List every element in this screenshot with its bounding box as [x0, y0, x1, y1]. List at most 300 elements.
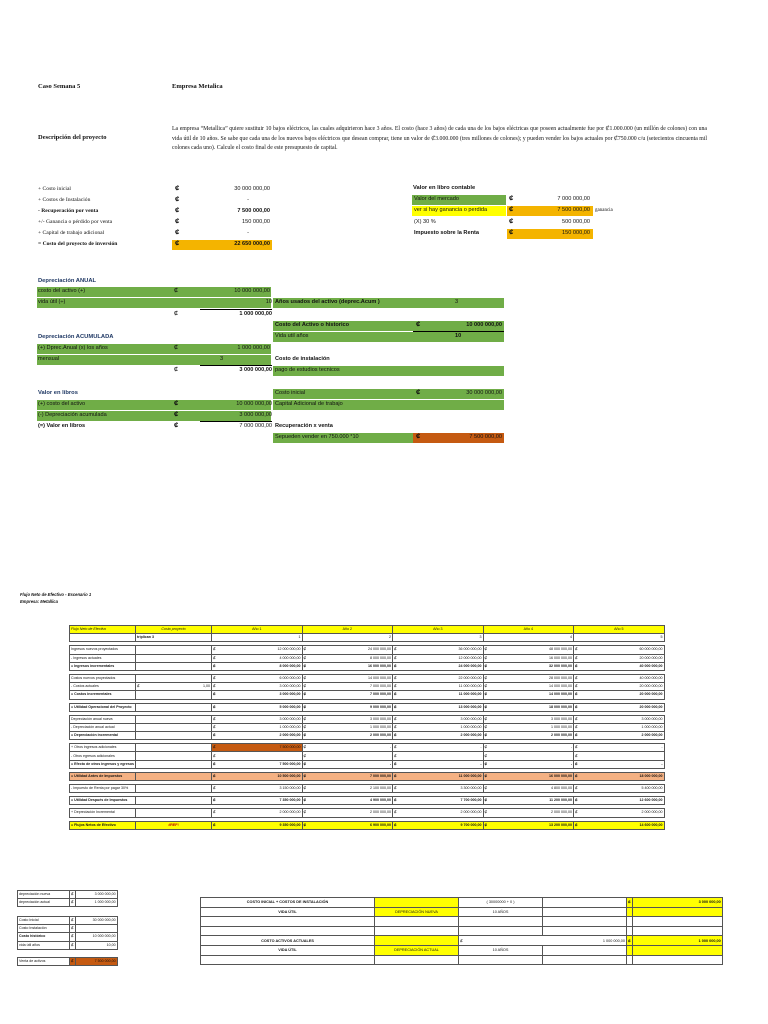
flow-cost-cell: [136, 785, 212, 793]
flow-value: 40 000 000,00: [580, 674, 664, 682]
currency-symbol: ₡: [212, 809, 219, 817]
dep-annual-rule: [200, 309, 272, 310]
currency-symbol: ₡: [483, 752, 490, 760]
currency-symbol: ₡: [212, 760, 219, 768]
formula-row: [201, 936, 723, 946]
flow-row: [70, 821, 665, 829]
flow-row-label: = Flujos Netos de Efectivo: [70, 821, 136, 829]
formula-row: [201, 898, 723, 908]
years-used-value: 3: [455, 299, 459, 305]
historic-cost-cur: ₡: [416, 322, 421, 328]
historic-cost-value: 10 000 000,00: [466, 322, 502, 328]
currency-symbol: ₡: [460, 938, 463, 943]
currency-symbol: ₡: [574, 772, 581, 780]
currency-symbol: ₡: [302, 752, 309, 760]
flow-row: [70, 654, 665, 662]
flow-value: -: [580, 760, 664, 768]
currency-symbol: ₡: [175, 186, 180, 192]
formula-cell: [543, 917, 627, 927]
currency-symbol: ₡: [574, 703, 581, 711]
flow-value: 2 000 000,00: [490, 732, 574, 740]
formula-cell: [632, 907, 722, 917]
flow-value: 20 000 000,00: [580, 703, 664, 711]
flow-value: 11 200 000,00: [490, 797, 574, 805]
flow-value: 9 350 000,00: [218, 821, 302, 829]
years-used-label: Años usados del activo (deprec.Acum ): [275, 299, 380, 305]
cost-value: 7 500 000,00: [237, 208, 270, 214]
currency-symbol: ₡: [509, 219, 514, 225]
flow-year-number: 1: [212, 634, 303, 642]
currency-symbol: ₡: [212, 772, 219, 780]
formula-cell: [632, 926, 722, 936]
currency-symbol: ₡: [393, 662, 400, 670]
currency-symbol: ₡: [212, 821, 219, 829]
formula-cell: [375, 898, 459, 908]
flow-value: 2 000 000,00: [309, 809, 393, 817]
flow-row-label: Costos nuevos proyectados: [70, 674, 136, 682]
flow-value: 4 900 000,00: [309, 797, 393, 805]
summary-value: [75, 925, 117, 933]
cost-value: 150 000,00: [242, 219, 270, 225]
currency-symbol: ₡: [302, 674, 309, 682]
flow-value: 2 000 000,00: [218, 732, 302, 740]
dep-acc-cur1: ₡: [174, 345, 179, 351]
flow-value: 16 000 000,00: [490, 772, 574, 780]
dep-acc-rule: [200, 365, 272, 366]
currency-symbol: ₡: [509, 196, 514, 202]
book-row-value: 7 000 000,00: [557, 196, 590, 202]
flow-value: 1 000 000,00: [490, 723, 574, 731]
flow-cost-cell: [136, 674, 212, 682]
book-value-label: (-) Depreciación acumulada: [38, 412, 107, 418]
flow-value: 7 000 000,00: [309, 772, 393, 780]
currency-symbol: ₡: [483, 662, 490, 670]
dep-annual-title: Depreciación ANUAL: [38, 278, 97, 284]
currency-symbol: ₡: [302, 683, 309, 691]
currency-symbol: ₡: [393, 691, 400, 699]
currency-symbol: ₡: [483, 821, 490, 829]
flow-value: 13 000 000,00: [399, 703, 483, 711]
flow-row-label: = Efecto de otros ingresos y egresos: [70, 760, 136, 768]
currency-symbol: ₡: [212, 683, 219, 691]
cost-label: + Capital de trabajo adicional: [38, 230, 105, 236]
flow-row: [70, 809, 665, 817]
formula-cell: [375, 936, 459, 946]
currency-symbol: ₡: [393, 797, 400, 805]
flow-row: [70, 703, 665, 711]
flow-cost-cell: [136, 744, 212, 752]
currency-symbol: ₡: [302, 809, 309, 817]
formula-cell: [375, 926, 459, 936]
currency-symbol: ₡: [302, 772, 309, 780]
flow-value: 14 000 000,00: [490, 691, 574, 699]
summary-row: [18, 933, 118, 941]
flow-cost-cell: [136, 809, 212, 817]
flow-value: 8 000 000,00: [309, 654, 393, 662]
flow-value: 18 000 000,00: [490, 703, 574, 711]
currency-symbol: ₡: [175, 208, 180, 214]
flow-value: 5 000 000,00: [218, 703, 302, 711]
formula-cell: ₡: [627, 936, 633, 946]
book-value-label: (=) Valor en libros: [38, 423, 86, 429]
currency-symbol: ₡: [483, 732, 490, 740]
flow-value: 3 000 000,00: [218, 691, 302, 699]
flow-value: 24 000 000,00: [399, 662, 483, 670]
formula-cell: [459, 917, 543, 927]
flow-value: 4 000 000,00: [218, 654, 302, 662]
cost-label: +/- Ganancia o pérdido por venta: [38, 219, 113, 225]
flow-value: 20 000 000,00: [580, 691, 664, 699]
formula-numerator: COSTO INICIAL + COSTOS DE INSTALACIÓN: [201, 898, 375, 908]
formula-cell: [543, 945, 627, 955]
flow-row-label: + Otros ingresos adicionales: [70, 744, 136, 752]
useful-life-value: 10: [455, 333, 462, 339]
flow-value: 7 700 000,00: [399, 797, 483, 805]
dep-annual-label2: vida útil (÷): [38, 299, 66, 305]
currency-symbol: ₡: [574, 674, 581, 682]
flow-row: [70, 715, 665, 723]
tech-studies-label: pago de estudios tecnicos: [275, 367, 340, 373]
flow-value: 20 000 000,00: [580, 654, 664, 662]
flow-year-header: Año 2: [302, 626, 393, 634]
flow-year-number: 4: [483, 634, 574, 642]
flow-company: Empresa: Metallica: [20, 599, 58, 604]
new-depreciation-label: DEPRECIACIÓN NUEVA: [375, 907, 459, 917]
flow-value: 2 100 000,00: [309, 785, 393, 793]
flow-row-label: - Impuesto de Renta por pagar 30%: [70, 785, 136, 793]
dep-annual-cur3: ₡: [174, 311, 179, 317]
flow-value: [580, 752, 664, 760]
flow-cost-cell: [136, 760, 212, 768]
cost-value: 30 000 000,00: [234, 186, 270, 192]
book-right-label: Recuperación x venta: [275, 423, 333, 429]
case-title: Caso Semana 5: [38, 83, 81, 90]
summary-value: 30 000 000,00: [75, 917, 117, 925]
currency-symbol: ₡: [393, 646, 400, 654]
flow-value: 18 000 000,00: [580, 772, 664, 780]
currency-symbol: ₡: [302, 821, 309, 829]
currency-symbol: ₡: [212, 752, 219, 760]
currency-symbol: ₡: [393, 723, 400, 731]
currency-symbol: ₡: [416, 390, 421, 396]
formula-cell: [459, 955, 543, 965]
currency-symbol: ₡: [393, 715, 400, 723]
currency-symbol: ₡: [393, 785, 400, 793]
flow-value: 3 000 000,00: [490, 715, 574, 723]
current-depreciation-label: DEPRECIACIÓN ACTUAL: [375, 945, 459, 955]
summary-row: [18, 941, 118, 949]
currency-symbol: ₡: [175, 197, 180, 203]
flow-value: 14 000 000,00: [309, 674, 393, 682]
currency-symbol: ₡: [483, 715, 490, 723]
currency-symbol: ₡: [393, 809, 400, 817]
flow-header-row: [70, 626, 665, 634]
currency-symbol: ₡: [393, 683, 400, 691]
currency-symbol: ₡: [574, 691, 581, 699]
summary-label: depreciación actual: [18, 899, 70, 907]
currency-symbol: ₡: [509, 207, 514, 213]
currency-symbol: ₡: [416, 434, 421, 440]
currency-symbol: ₡: [212, 662, 219, 670]
currency-symbol: ₡: [70, 941, 76, 949]
flow-value: 12 000 000,00: [399, 654, 483, 662]
summary-row: [18, 917, 118, 925]
flow-value: -: [490, 760, 574, 768]
flow-row: [70, 772, 665, 780]
summary-label: depreciación nueva: [18, 891, 70, 899]
formula-cell: [375, 955, 459, 965]
currency-symbol: ₡: [574, 646, 581, 654]
flow-value: 2 000 000,00: [309, 732, 393, 740]
currency-symbol: ₡: [574, 785, 581, 793]
flow-value: [490, 752, 574, 760]
flow-value: -: [490, 744, 574, 752]
cell: [70, 634, 136, 642]
currency-symbol: ₡: [574, 715, 581, 723]
currency-symbol: ₡: [70, 925, 76, 933]
flow-subheader-row: [70, 634, 665, 642]
currency-symbol: ₡: [175, 219, 180, 225]
summary-value: 7 500 000,00: [75, 958, 117, 966]
currency-symbol: ₡: [212, 732, 219, 740]
formula-row: [201, 945, 723, 955]
flow-value: 60 000 000,00: [580, 646, 664, 654]
currency-symbol: ₡: [483, 809, 490, 817]
flow-value: 2 000 000,00: [580, 732, 664, 740]
book-right-label: Capital Adicional de trabajo: [275, 401, 343, 407]
cash-flow-table: [69, 625, 665, 830]
installation-cost-label: Costo de instalación: [275, 356, 330, 362]
flow-row-label: = Ingresos incrementales: [70, 662, 136, 670]
book-value-rule: [200, 421, 272, 422]
book-right-label: Sepueden vender en 750.000 *10: [275, 434, 359, 440]
currency-symbol: ₡: [574, 821, 581, 829]
formula-numerator: COSTO ACTIVOS ACTUALES: [201, 936, 375, 946]
flow-row: [70, 683, 665, 691]
currency-symbol: ₡: [509, 230, 514, 236]
summary-row: [18, 891, 118, 899]
flow-row: [70, 674, 665, 682]
flow-value: 3 300 000,00: [399, 785, 483, 793]
flow-value: 1 000 000,00: [218, 723, 302, 731]
summary-value: 1 000 000,00: [75, 899, 117, 907]
currency-symbol: ₡: [212, 691, 219, 699]
flow-row: [70, 691, 665, 699]
currency-symbol: ₡: [302, 797, 309, 805]
flow-value: 11 000 000,00: [399, 683, 483, 691]
currency-symbol: ₡: [70, 933, 76, 941]
dep-annual-value2: 10: [265, 299, 272, 305]
formula-cell: [543, 907, 627, 917]
flow-value: 32 000 000,00: [490, 662, 574, 670]
formula-cell: [201, 955, 375, 965]
flow-cost-cell: [136, 662, 212, 670]
flow-value: 7 000 000,00: [309, 691, 393, 699]
formula-cell: [459, 926, 543, 936]
book-right-value: 7 500 000,00: [469, 434, 502, 440]
flow-value: -: [309, 760, 393, 768]
flow-row-label: - Ingresos actuales: [70, 654, 136, 662]
book-row-note: ganancia: [595, 208, 613, 213]
book-row-label: Valor del mercado: [414, 196, 459, 202]
flow-row-label: = Utilidad Operacional del Proyecto: [70, 703, 136, 711]
currency-symbol: ₡: [574, 752, 581, 760]
flow-value: 2 000 000,00: [399, 809, 483, 817]
flow-year-number: 5: [574, 634, 665, 642]
flow-value: 1 000 000,00: [580, 723, 664, 731]
flow-value: -: [399, 744, 483, 752]
flow-row: [70, 752, 665, 760]
currency-symbol: ₡: [212, 654, 219, 662]
currency-symbol: ₡: [483, 683, 490, 691]
flow-value: 28 000 000,00: [490, 674, 574, 682]
currency-symbol: ₡: [574, 732, 581, 740]
currency-symbol: ₡: [212, 646, 219, 654]
flow-value: 3 000 000,00: [399, 715, 483, 723]
cost-label: + Costos de Instalación: [38, 197, 91, 203]
formula-values: ( 30000000 + 0 ): [459, 898, 543, 908]
dep-annual-result: 1 000 000,00: [239, 311, 272, 317]
flow-cost-cell: [136, 752, 212, 760]
flow-row-label: Ingresos nuevos proyectados: [70, 646, 136, 654]
currency-symbol: ₡: [574, 723, 581, 731]
summary-label: Costo histórico: [18, 933, 70, 941]
flow-value: [309, 752, 393, 760]
flow-value: 3 000 000,00: [580, 715, 664, 723]
company-title: Empresa Metalica: [172, 83, 223, 90]
flow-value: 4 800 000,00: [490, 785, 574, 793]
flow-value: 24 000 000,00: [309, 646, 393, 654]
flow-value: 14 600 000,00: [580, 821, 664, 829]
book-row-value: 7 500 000,00: [557, 207, 590, 213]
flow-value: 22 000 000,00: [399, 674, 483, 682]
book-row-value: 150 000,00: [562, 230, 590, 236]
currency-symbol: ₡: [574, 797, 581, 805]
flow-value: 16 000 000,00: [309, 662, 393, 670]
cost-label: + Costo inicial: [38, 186, 71, 192]
currency-symbol: ₡: [212, 723, 219, 731]
flow-value: 2 000 000,00: [580, 809, 664, 817]
flow-value: 3 150 000,00: [218, 785, 302, 793]
dep-acc-label1: (+) Dprec.Anual (x) los años: [38, 345, 108, 351]
flow-value: 11 000 000,00: [399, 691, 483, 699]
flow-row: [70, 732, 665, 740]
book-row-label: ver si hay ganancia o perdida: [414, 207, 488, 213]
flow-value: 6 900 000,00: [309, 821, 393, 829]
summary-row: [18, 958, 118, 966]
flow-value: [218, 752, 302, 760]
formula-years: 10 AÑOS: [459, 907, 543, 917]
current-depreciation-result: 1 000 000,00: [632, 936, 722, 946]
formula-cell: [543, 898, 627, 908]
currency-symbol: ₡: [302, 654, 309, 662]
flow-value: 3 000 000,00: [218, 715, 302, 723]
flow-year-header: Año 3: [393, 626, 484, 634]
flow-value: 2 000 000,00: [218, 809, 302, 817]
flow-value: 7 500 000,00: [218, 760, 302, 768]
flow-cost-cell: [136, 772, 212, 780]
summary-label: vida útil años: [18, 941, 70, 949]
currency-symbol: ₡: [483, 646, 490, 654]
currency-symbol: ₡: [70, 891, 76, 899]
summary-label: Costo Inicial: [18, 917, 70, 925]
book-row-label: Impuesto sobre la Renta: [414, 230, 479, 236]
flow-value: 2 000 000,00: [399, 732, 483, 740]
flow-cost-cell: [136, 646, 212, 654]
currency-symbol: ₡: [302, 760, 309, 768]
flow-year-header: Año 4: [483, 626, 574, 634]
currency-symbol: ₡: [483, 797, 490, 805]
formula-row: [201, 926, 723, 936]
currency-symbol: ₡: [212, 797, 219, 805]
book-value-label: (+) costo del activo: [38, 401, 86, 407]
asset-summary-table: [17, 916, 118, 950]
book-value-title: Valor en libro contable: [413, 185, 476, 191]
cost-value: -: [247, 230, 249, 236]
currency-symbol: ₡: [212, 744, 219, 752]
historic-rule: [413, 331, 504, 332]
flow-year-header: Año 5: [574, 626, 665, 634]
currency-symbol: ₡: [393, 772, 400, 780]
flow-row: [70, 797, 665, 805]
book-value-value: 7 000 000,00: [239, 423, 272, 429]
flow-value: 7 350 000,00: [218, 797, 302, 805]
currency-symbol: ₡: [483, 723, 490, 731]
currency-symbol: ₡: [393, 732, 400, 740]
flow-value: -: [580, 744, 664, 752]
currency-symbol: ₡: [393, 752, 400, 760]
flow-value: -: [309, 744, 393, 752]
currency-symbol: ₡: [174, 423, 179, 429]
formula-row: [201, 955, 723, 965]
currency-symbol: ₡: [393, 703, 400, 711]
flow-row: [70, 760, 665, 768]
description-text: La empresa “Metallica” quiere sustituir 10 bajos eléctricos, las cuales adquirieron hace 3 años. El costo (hace 3 años) de cada una de los bajos eléctricas que poseen actualmente fue por ₡1.000.000 (un millón de colones) con una vida útil de 10 años. Se sabe que cada una de los nuevos bajos eléctricos que desean comprar, tiene un valor de ₡3.000.000 (tres millones de colones); y pueden vender los bajos actuales por ₡750.000 c/u (setecientos cincuenta mil colones cada uno). Calcule el costo final de este presupuesto de capital.: [172, 126, 707, 151]
formula-cell: [632, 917, 722, 927]
book-value-value: 3 000 000,00: [239, 412, 272, 418]
book-right-label: Costo inicial: [275, 390, 306, 396]
depreciation-formula-table: [200, 897, 723, 965]
currency-symbol: ₡: [70, 917, 76, 925]
dep-annual-value1: 10 000 000,00: [234, 288, 270, 294]
formula-cell: [543, 955, 627, 965]
formula-cell: [201, 917, 375, 927]
currency-symbol: ₡: [483, 674, 490, 682]
currency-symbol: ₡: [212, 674, 219, 682]
currency-symbol: ₡: [483, 772, 490, 780]
currency-symbol: ₡: [574, 809, 581, 817]
currency-symbol: ₡: [302, 744, 309, 752]
flow-row: [70, 646, 665, 654]
currency-symbol: ₡: [574, 654, 581, 662]
currency-symbol: ₡: [174, 401, 179, 407]
formula-values: 1 000 000,00: [602, 938, 625, 943]
flow-value: 12 000 000,00: [218, 646, 302, 654]
book-row-label: (X) 30 %: [414, 219, 436, 225]
currency-symbol: ₡: [302, 723, 309, 731]
flow-cost-cell: [136, 691, 212, 699]
cost-value: -: [247, 197, 249, 203]
flow-year-header: Año 1: [212, 626, 303, 634]
currency-symbol: ₡: [212, 715, 219, 723]
formula-row: [201, 917, 723, 927]
flow-cost-cell: [136, 703, 212, 711]
flow-row-label: = Depreciación incremental: [70, 732, 136, 740]
flow-value: 12 600 000,00: [580, 797, 664, 805]
book-value-section-title: Valor en libros: [38, 390, 78, 396]
flow-row-label: Depreciación anual nueva: [70, 715, 136, 723]
flow-cost-cell: [136, 683, 212, 691]
